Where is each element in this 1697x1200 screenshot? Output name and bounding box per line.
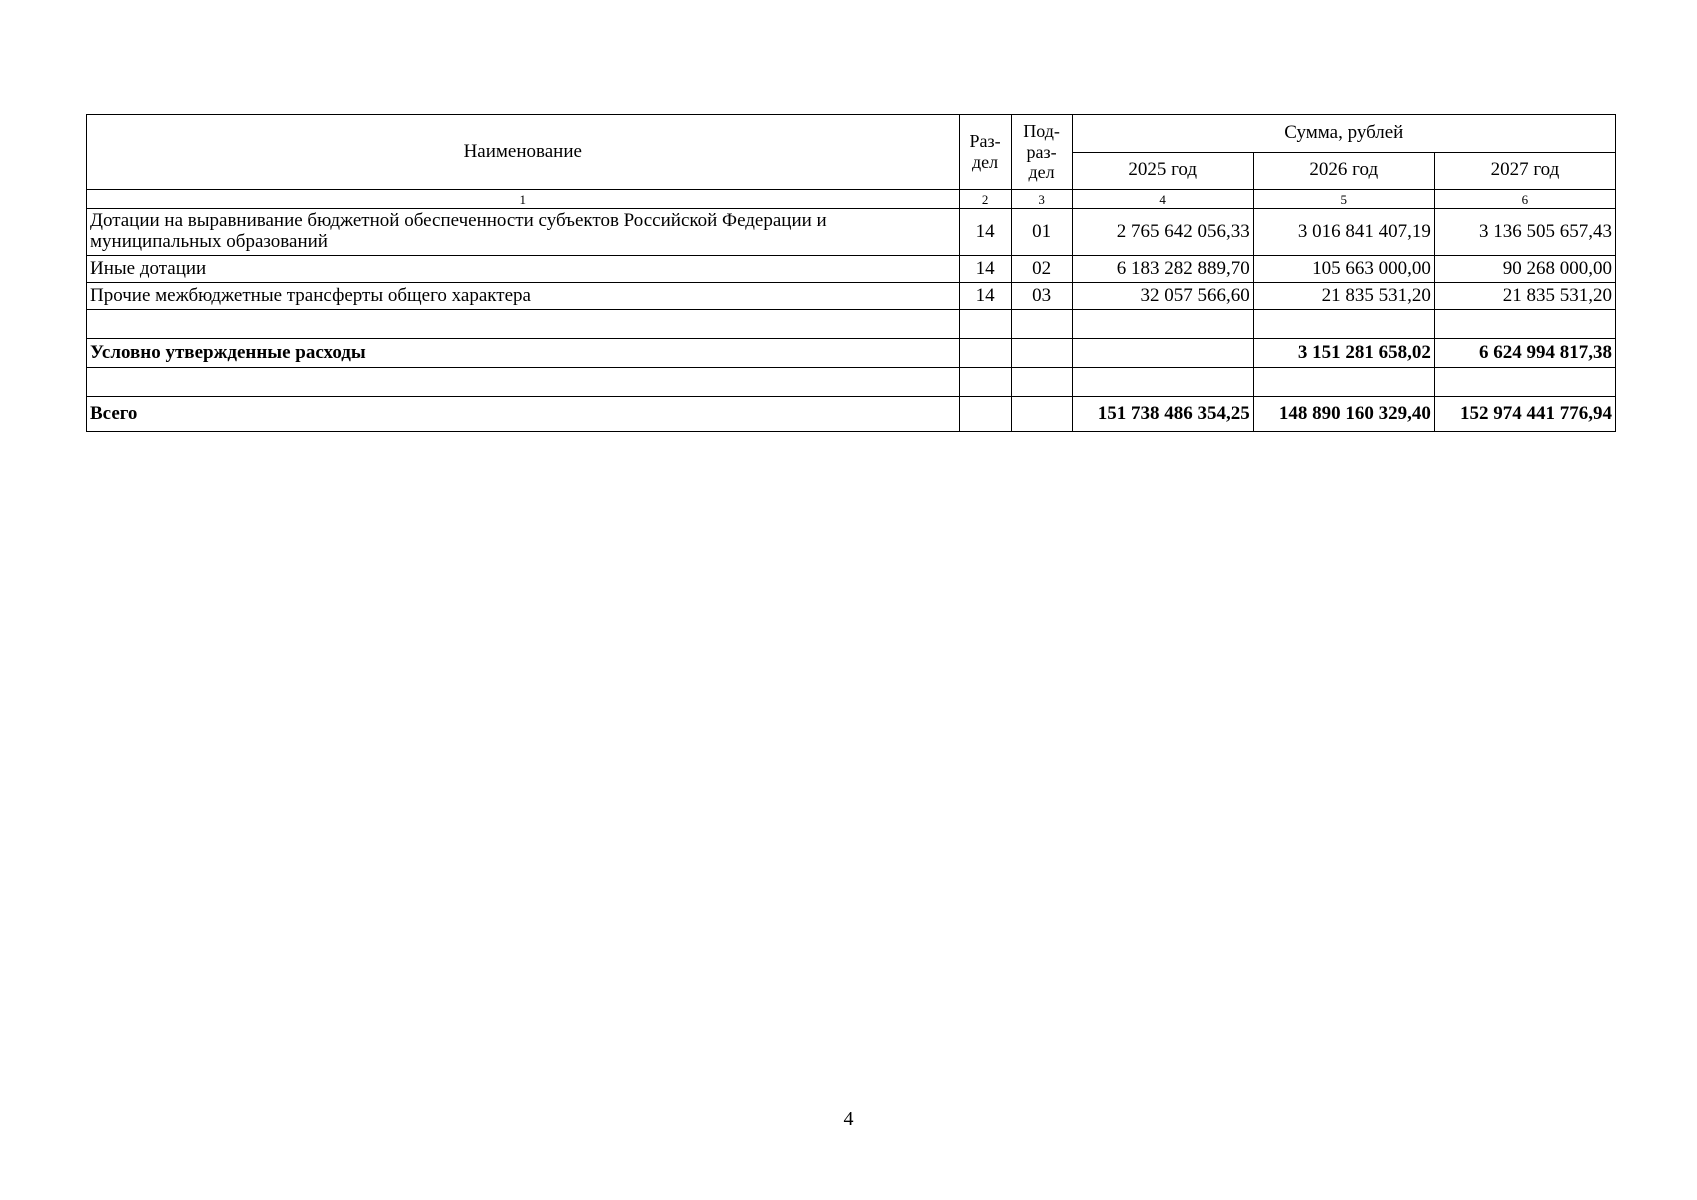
table-row xyxy=(87,283,1616,310)
empty-cell xyxy=(1011,310,1072,339)
column-number: 5 xyxy=(1253,190,1434,209)
row-name: Дотации на выравнивание бюджетной обеспеченности субъектов Российской Федерации и муниципальных образований xyxy=(87,209,960,256)
empty-cell xyxy=(959,339,1011,368)
row-razdel: 14 xyxy=(959,209,1011,256)
total-amount-2025: 151 738 486 354,25 xyxy=(1072,397,1253,432)
empty-row xyxy=(87,310,1616,339)
table-header-row-1 xyxy=(87,115,1616,153)
total-amount-2027: 152 974 441 776,94 xyxy=(1434,397,1615,432)
total-name: Всего xyxy=(87,397,960,432)
empty-cell xyxy=(1072,310,1253,339)
empty-cell xyxy=(959,397,1011,432)
empty-row xyxy=(87,368,1616,397)
row-amount-2027: 21 835 531,20 xyxy=(1434,283,1615,310)
empty-cell xyxy=(1253,368,1434,397)
row-amount-2025: 32 057 566,60 xyxy=(1072,283,1253,310)
column-number: 6 xyxy=(1434,190,1615,209)
empty-cell xyxy=(1434,310,1615,339)
empty-cell xyxy=(959,368,1011,397)
column-number: 4 xyxy=(1072,190,1253,209)
row-name: Иные дотации xyxy=(87,256,960,283)
row-amount-2025: 6 183 282 889,70 xyxy=(1072,256,1253,283)
empty-cell xyxy=(1011,368,1072,397)
conditional-amount-2026: 3 151 281 658,02 xyxy=(1253,339,1434,368)
conditional-amount-2025 xyxy=(1072,339,1253,368)
column-number: 2 xyxy=(959,190,1011,209)
row-amount-2026: 3 016 841 407,19 xyxy=(1253,209,1434,256)
header-podrazdel-line2: раз- xyxy=(1026,141,1057,162)
conditional-name: Условно утвержденные расходы xyxy=(87,339,960,368)
table-row xyxy=(87,209,1616,256)
header-name: Наименование xyxy=(87,115,960,190)
row-podrazdel: 03 xyxy=(1011,283,1072,310)
row-amount-2026: 105 663 000,00 xyxy=(1253,256,1434,283)
row-podrazdel: 02 xyxy=(1011,256,1072,283)
column-number: 1 xyxy=(87,190,960,209)
row-podrazdel: 01 xyxy=(1011,209,1072,256)
row-amount-2027: 90 268 000,00 xyxy=(1434,256,1615,283)
empty-cell xyxy=(1072,368,1253,397)
row-name: Прочие межбюджетные трансферты общего характера xyxy=(87,283,960,310)
conditional-amount-2027: 6 624 994 817,38 xyxy=(1434,339,1615,368)
empty-cell xyxy=(1011,339,1072,368)
header-razdel-line2: дел xyxy=(971,152,999,172)
conditional-expenses-row xyxy=(87,339,1616,368)
budget-table xyxy=(86,114,1616,432)
header-sum: Сумма, рублей xyxy=(1072,115,1615,153)
column-number: 3 xyxy=(1011,190,1072,209)
row-amount-2027: 3 136 505 657,43 xyxy=(1434,209,1615,256)
total-amount-2026: 148 890 160 329,40 xyxy=(1253,397,1434,432)
empty-cell xyxy=(1011,397,1072,432)
empty-cell xyxy=(959,310,1011,339)
header-podrazdel-line1: Под- xyxy=(1023,120,1060,141)
row-razdel: 14 xyxy=(959,256,1011,283)
total-row xyxy=(87,397,1616,432)
header-year-2026: 2026 год xyxy=(1253,152,1434,190)
table-row xyxy=(87,256,1616,283)
header-razdel xyxy=(959,115,1011,190)
row-amount-2026: 21 835 531,20 xyxy=(1253,283,1434,310)
header-year-2025: 2025 год xyxy=(1072,152,1253,190)
column-number-row xyxy=(87,190,1616,209)
row-razdel: 14 xyxy=(959,283,1011,310)
header-year-2027: 2027 год xyxy=(1434,152,1615,190)
page-number: 4 xyxy=(843,1108,854,1130)
header-podrazdel-line3: дел xyxy=(1028,162,1055,183)
empty-cell xyxy=(1434,368,1615,397)
row-amount-2025: 2 765 642 056,33 xyxy=(1072,209,1253,256)
empty-cell xyxy=(87,310,960,339)
empty-cell xyxy=(87,368,960,397)
empty-cell xyxy=(1253,310,1434,339)
header-razdel-line1: Раз- xyxy=(969,131,1001,152)
header-podrazdel xyxy=(1011,115,1072,190)
